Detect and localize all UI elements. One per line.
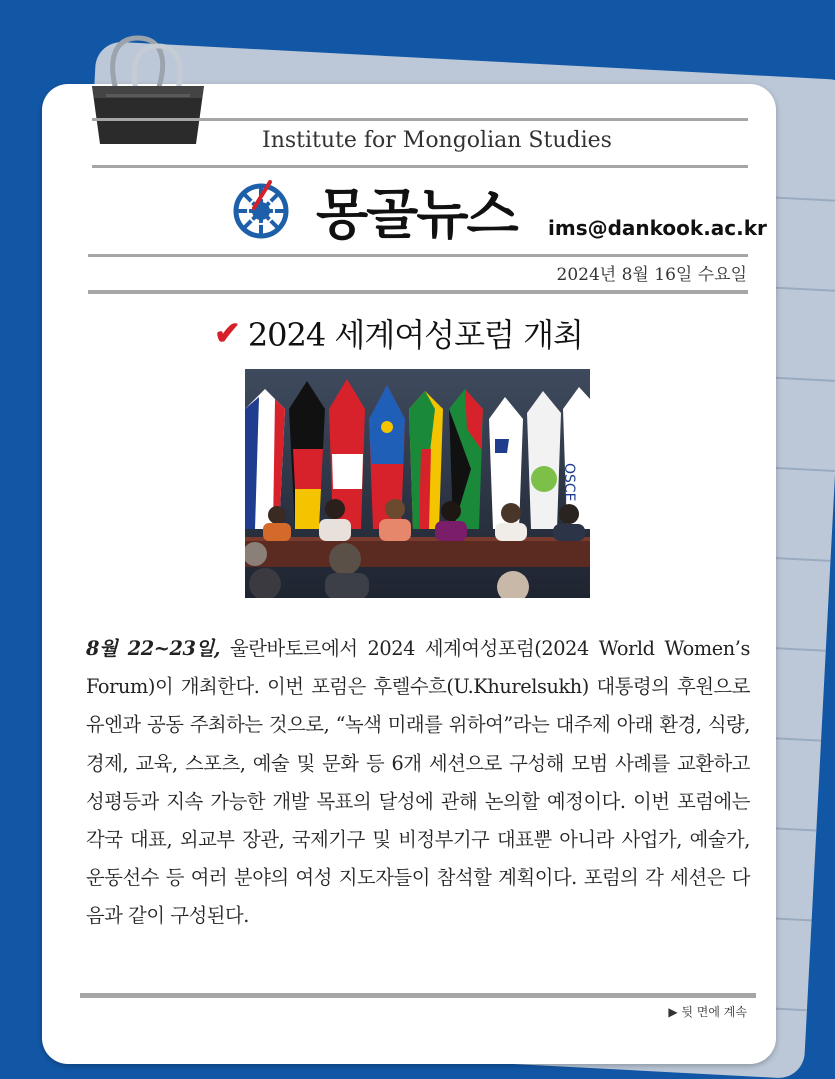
- checkmark-icon: ✔: [214, 314, 240, 352]
- article-text: 울란바토르에서 2024 세계여성포럼(2024 World Women’s Forum)이 개최한다. 이번 포럼은 후렐수흐(U.Khurelsukh) 대통령의 후원으로 유엔과 공동 주최하는 것으로, “녹색 미래를 위하여”라는 대주제 아래 환경, 식량, 경제, 교육, 스포츠, 예술 및 문화 등 6개 세션으로 구성해 모범 사례를 교환하고 성평등과 지속 가능한 개발 목표의 달성에 관해 논의할 예정이다. 이번 포럼에는 각국 대표, 외교부 장관, 국제기구 및 비정부기구 대표뿐 아니라 사업가, 예술가, 운동선수 등 여러 분야의 여성 지도자들이 참석할 계획이다. 포럼의 각 세션은 다음과 같이 구성된다.: [86, 637, 750, 928]
- binder-clip-icon: [86, 30, 210, 150]
- headline-text: 2024 세계여성포럼 개최: [247, 316, 583, 354]
- contact-email[interactable]: ims@dankook.ac.kr: [548, 216, 767, 240]
- article-body: [86, 630, 750, 936]
- forum-panel-photo: [245, 369, 590, 598]
- newsletter-brand-title: 몽골뉴스: [316, 183, 517, 246]
- issue-date: 2024년 8월 16일 수요일: [556, 265, 747, 285]
- header-rule-4: [88, 290, 748, 294]
- wheel-emblem-icon: [230, 178, 292, 240]
- article-headline: [214, 310, 583, 356]
- header-rule-3: [88, 254, 748, 257]
- article-lead-date: 8월 22~23일,: [86, 637, 221, 660]
- header-top-rule: [92, 118, 748, 121]
- forum-photo-illustration: [245, 369, 590, 598]
- svg-text:OSCE: OSCE: [561, 463, 577, 502]
- continued-on-back-note: ▶ 뒷 면에 계속: [668, 1005, 747, 1019]
- institute-name: Institute for Mongolian Studies: [262, 128, 612, 153]
- header-rule-2: [92, 165, 748, 168]
- footer-rule: [80, 993, 756, 998]
